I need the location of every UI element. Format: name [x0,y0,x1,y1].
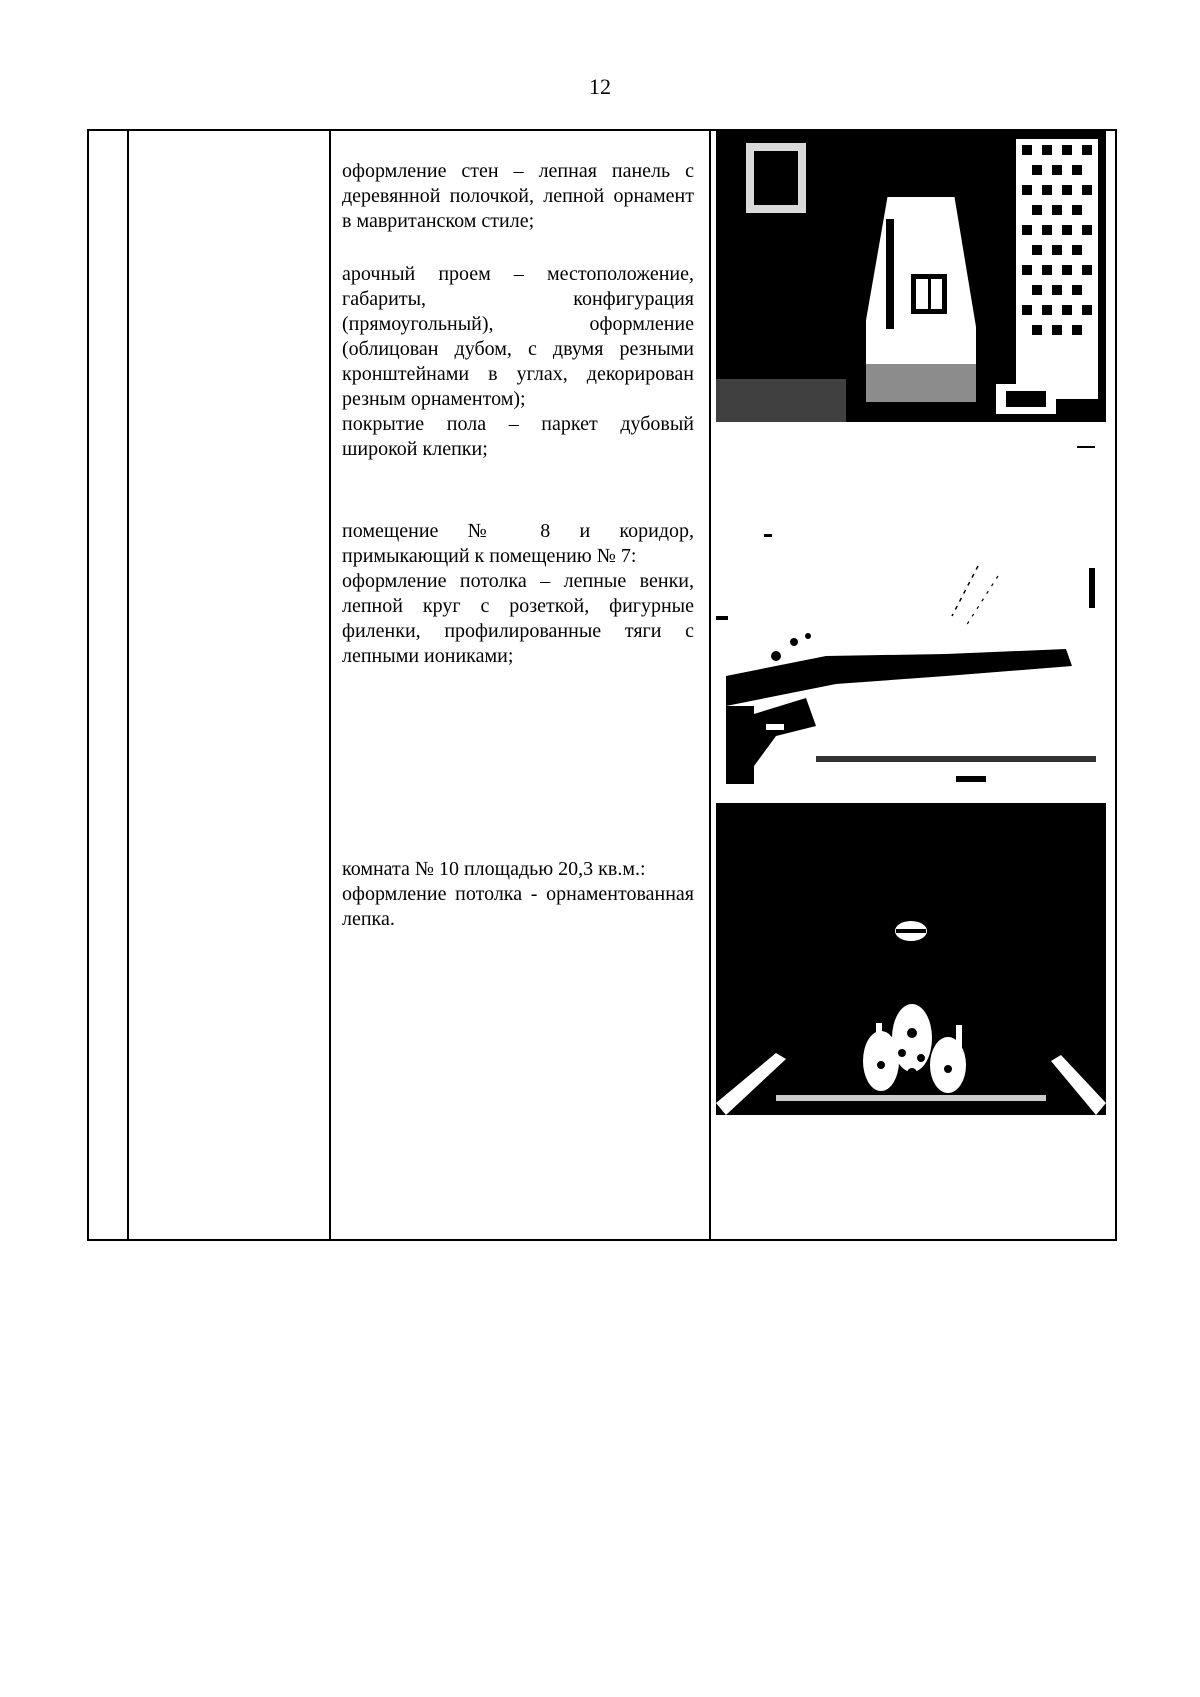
paragraph-archway: арочный проем – местоположение, габариты, конфигурация (прямоугольный), оформление (облицован дубом, с двумя резными кронштейнами в углах, декорирован резным орнаментом); [342,263,694,410]
photo-ceiling-chandelier [716,803,1106,1125]
description-table [87,129,1117,1241]
photo-ceiling-corridor [716,466,1106,784]
column-divider-2 [329,131,331,1239]
photo-archway [716,129,1106,422]
dash-mark [1077,446,1095,448]
paragraph-room-8-heading: помещение № 8 и коридор, примыкающий к помещению № 7: [342,520,694,567]
page-number: 12 [589,74,611,99]
paragraph-room-10-heading: комната № 10 площадью 20,3 кв.м.: [342,858,646,880]
paragraph-room-10-ceiling: оформление потолка - орнаментованная лепка. [342,883,694,930]
archway-image [716,129,1106,422]
paragraph-floor: покрытие пола – паркет дубовый широкой клепки; [342,413,694,460]
ceiling-chandelier-image [716,803,1106,1125]
paragraph-room-8-ceiling: оформление потолка – лепные венки, лепной круг с розеткой, фигурные филенки, профилированные тяги с лепными иониками; [342,570,694,667]
paragraph-wall-decoration: оформление стен – лепная панель с деревянной полочкой, лепной орнамент в мавританском стиле; [342,160,694,232]
ceiling-corridor-image [716,466,1106,784]
column-divider-1 [127,131,129,1239]
column-divider-3 [709,131,711,1239]
